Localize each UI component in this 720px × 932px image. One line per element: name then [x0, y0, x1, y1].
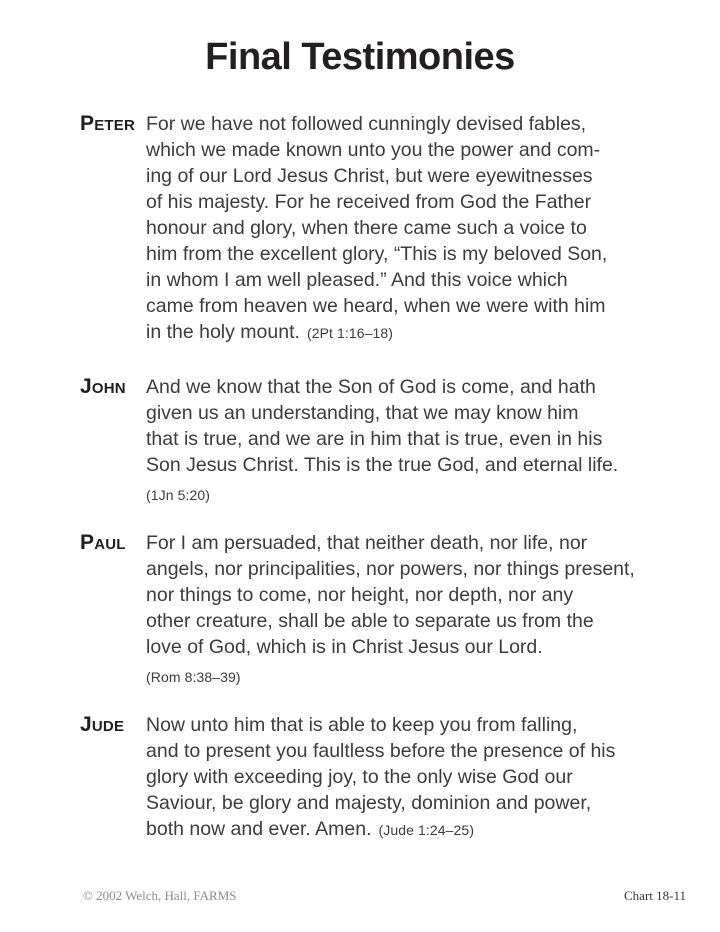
testimony-text-paul: [146, 530, 668, 690]
testimony-peter: [80, 111, 668, 346]
text-line: [146, 483, 668, 508]
speaker-label-peter: Peter: [80, 112, 136, 135]
scripture-reference-john: (1Jn 5:20): [146, 487, 211, 503]
text-line: Saviour, be glory and majesty, dominion and power,: [146, 792, 592, 814]
testimony-text-jude: [146, 712, 668, 843]
speaker-label-jude: Jude: [80, 713, 125, 736]
text-line: glory with exceeding joy, to the only wise God our: [146, 766, 573, 788]
speaker-label-john: John: [80, 375, 126, 398]
text-line: came from heaven we heard, when we were with him: [146, 295, 606, 317]
text-line: [146, 319, 668, 346]
speaker-label-paul: Paul: [80, 531, 126, 554]
testimony-jude: [80, 712, 668, 843]
text-line: love of God, which is in Christ Jesus our Lord.: [146, 636, 543, 658]
text-line-fragment: in the holy mount.: [146, 321, 300, 343]
text-line: For I am persuaded, that neither death, nor life, nor: [146, 532, 588, 554]
text-line: Son Jesus Christ. This is the true God, and eternal life.: [146, 454, 619, 476]
page-footer: [83, 888, 686, 904]
chart-number: Chart 18-11: [624, 888, 686, 903]
text-line: that is true, and we are in him that is true, even in his: [146, 428, 603, 450]
testimonies-list: [80, 111, 668, 843]
page-title: Final Testimonies: [205, 36, 515, 78]
testimony-john: [80, 374, 668, 508]
text-line: Now unto him that is able to keep you from falling,: [146, 714, 578, 736]
text-line: angels, nor principalities, nor powers, nor things present,: [146, 558, 635, 580]
testimony-text-peter: [146, 111, 668, 346]
testimony-paul: [80, 530, 668, 690]
copyright-notice: © 2002 Welch, Hall, FARMS: [83, 888, 237, 903]
testimony-text-john: [146, 374, 668, 508]
text-line: in whom I am well pleased.” And this voice which: [146, 269, 568, 291]
text-line: other creature, shall be able to separate us from the: [146, 610, 594, 632]
text-line: And we know that the Son of God is come, and hath: [146, 376, 596, 398]
text-line: ing of our Lord Jesus Christ, but were eyewitnesses: [146, 165, 593, 187]
text-line: and to present you faultless before the presence of his: [146, 740, 616, 762]
text-line: given us an understanding, that we may know him: [146, 402, 579, 424]
scripture-reference-paul: (Rom 8:38–39): [146, 669, 241, 685]
text-line: [146, 665, 668, 690]
text-line: him from the excellent glory, “This is my beloved Son,: [146, 243, 608, 265]
text-line: which we made known unto you the power and com-: [146, 139, 601, 161]
text-line: of his majesty. For he received from God the Father: [146, 191, 592, 213]
scripture-reference-peter: (2Pt 1:16–18): [306, 325, 394, 341]
text-line: For we have not followed cunningly devised fables,: [146, 113, 587, 135]
scripture-reference-jude: (Jude 1:24–25): [378, 822, 475, 838]
text-line: honour and glory, when there came such a voice to: [146, 217, 587, 239]
text-line: nor things to come, nor height, nor depth, nor any: [146, 584, 574, 606]
text-line: [146, 816, 668, 843]
text-line-fragment: both now and ever. Amen.: [146, 818, 372, 840]
